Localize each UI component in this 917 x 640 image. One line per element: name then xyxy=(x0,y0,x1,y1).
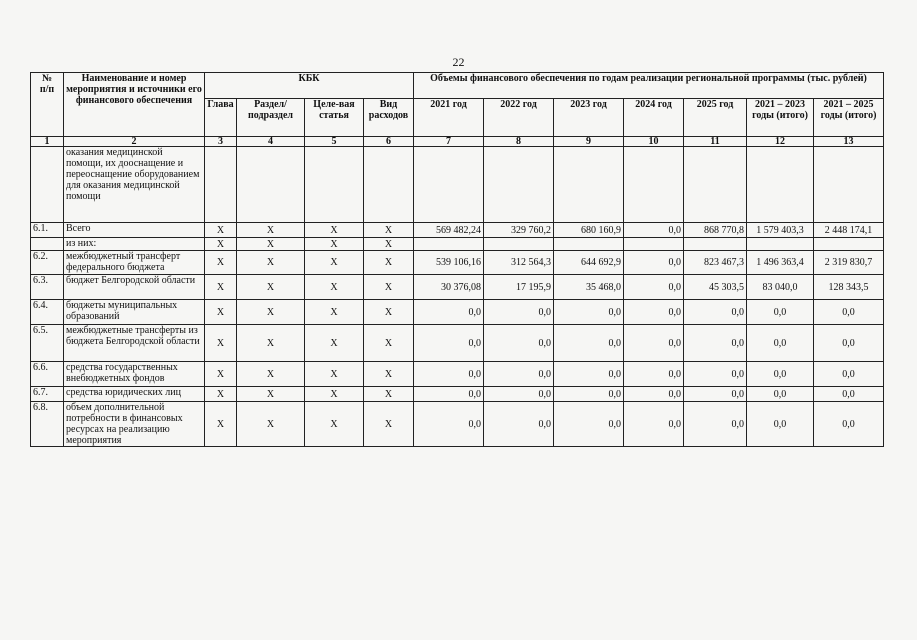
amount-cell: 0,0 xyxy=(814,402,884,447)
amount-cell: 539 106,16 xyxy=(414,251,484,275)
kbk-mark: X xyxy=(205,387,237,402)
amount-cell: 0,0 xyxy=(624,223,684,238)
kbk-mark: X xyxy=(237,402,305,447)
kbk-mark: X xyxy=(205,238,237,251)
kbk-mark: X xyxy=(364,387,414,402)
amount-cell: 83 040,0 xyxy=(747,275,814,300)
kbk-mark: X xyxy=(364,238,414,251)
amount-cell: 45 303,5 xyxy=(684,275,747,300)
amount-cell: 0,0 xyxy=(554,387,624,402)
column-number: 11 xyxy=(684,137,747,147)
table-row xyxy=(31,362,884,387)
amount-cell: 0,0 xyxy=(684,402,747,447)
amount-cell: 0,0 xyxy=(554,325,624,362)
kbk-mark: X xyxy=(237,387,305,402)
row-source-name: объем дополнительной потребности в финансовых ресурсах на реализацию мероприятия xyxy=(64,402,205,447)
kbk-mark: X xyxy=(364,275,414,300)
kbk-mark: X xyxy=(305,325,364,362)
row-index: 6.7. xyxy=(31,387,64,402)
amount-cell: 0,0 xyxy=(814,325,884,362)
amount-cell: 569 482,24 xyxy=(414,223,484,238)
amount-cell: 30 376,08 xyxy=(414,275,484,300)
row-source-name: межбюджетный трансферт федерального бюджета xyxy=(64,251,205,275)
empty-cell xyxy=(364,147,414,223)
amount-cell xyxy=(814,238,884,251)
amount-cell: 0,0 xyxy=(684,362,747,387)
amount-cell xyxy=(684,238,747,251)
amount-cell: 0,0 xyxy=(414,402,484,447)
table-row xyxy=(31,387,884,402)
column-number: 2 xyxy=(64,137,205,147)
amount-cell: 1 496 363,4 xyxy=(747,251,814,275)
amount-cell: 0,0 xyxy=(624,251,684,275)
amount-cell: 0,0 xyxy=(814,300,884,325)
amount-cell: 0,0 xyxy=(747,362,814,387)
kbk-mark: X xyxy=(237,300,305,325)
amount-cell: 0,0 xyxy=(684,387,747,402)
header-glava: Глава xyxy=(205,99,237,137)
amount-cell: 17 195,9 xyxy=(484,275,554,300)
header-2022: 2022 год xyxy=(484,99,554,137)
header-name: Наименование и номер мероприятия и источники его финансового обеспечения xyxy=(64,73,205,137)
kbk-mark: X xyxy=(305,362,364,387)
amount-cell: 680 160,9 xyxy=(554,223,624,238)
row-source-name: из них: xyxy=(64,238,205,251)
row-source-name: межбюджетные трансферты из бюджета Белгородской области xyxy=(64,325,205,362)
header-kbk: КБК xyxy=(205,73,414,99)
column-number: 6 xyxy=(364,137,414,147)
amount-cell: 0,0 xyxy=(554,300,624,325)
header-2025: 2025 год xyxy=(684,99,747,137)
empty-cell xyxy=(205,147,237,223)
row-index: 6.8. xyxy=(31,402,64,447)
amount-cell: 823 467,3 xyxy=(684,251,747,275)
header-row-top xyxy=(31,73,884,99)
header-total-2021-2023: 2021 – 2023 годы (итого) xyxy=(747,99,814,137)
amount-cell: 0,0 xyxy=(747,300,814,325)
column-number: 3 xyxy=(205,137,237,147)
column-number: 10 xyxy=(624,137,684,147)
table-row xyxy=(31,402,884,447)
header-vid: Вид расходов xyxy=(364,99,414,137)
amount-cell: 0,0 xyxy=(747,325,814,362)
continuation-row xyxy=(31,147,884,223)
kbk-mark: X xyxy=(364,402,414,447)
row-index: 6.5. xyxy=(31,325,64,362)
amount-cell: 0,0 xyxy=(814,362,884,387)
page-number: 22 xyxy=(452,55,465,69)
amount-cell: 0,0 xyxy=(484,325,554,362)
amount-cell: 0,0 xyxy=(414,300,484,325)
column-number: 4 xyxy=(237,137,305,147)
row-source-name: средства государственных внебюджетных фондов xyxy=(64,362,205,387)
table-row xyxy=(31,223,884,238)
amount-cell: 0,0 xyxy=(624,275,684,300)
kbk-mark: X xyxy=(237,223,305,238)
column-number: 7 xyxy=(414,137,484,147)
kbk-mark: X xyxy=(237,325,305,362)
amount-cell: 644 692,9 xyxy=(554,251,624,275)
kbk-mark: X xyxy=(205,300,237,325)
amount-cell xyxy=(554,238,624,251)
empty-cell xyxy=(814,147,884,223)
amount-cell xyxy=(747,238,814,251)
amount-cell: 0,0 xyxy=(624,362,684,387)
header-2023: 2023 год xyxy=(554,99,624,137)
kbk-mark: X xyxy=(305,251,364,275)
amount-cell: 0,0 xyxy=(684,325,747,362)
amount-cell: 0,0 xyxy=(624,325,684,362)
financing-table xyxy=(30,72,884,447)
column-number: 5 xyxy=(305,137,364,147)
amount-cell: 0,0 xyxy=(414,362,484,387)
amount-cell: 0,0 xyxy=(624,300,684,325)
empty-cell xyxy=(624,147,684,223)
amount-cell: 868 770,8 xyxy=(684,223,747,238)
kbk-mark: X xyxy=(364,362,414,387)
amount-cell: 312 564,3 xyxy=(484,251,554,275)
amount-cell: 0,0 xyxy=(554,402,624,447)
amount-cell xyxy=(414,238,484,251)
amount-cell: 1 579 403,3 xyxy=(747,223,814,238)
amount-cell: 128 343,5 xyxy=(814,275,884,300)
amount-cell: 0,0 xyxy=(684,300,747,325)
header-statia: Целе-вая статья xyxy=(305,99,364,137)
kbk-mark: X xyxy=(205,275,237,300)
amount-cell xyxy=(484,238,554,251)
continuation-text: оказания медицинской помощи, их дооснащение и переоснащение оборудованием для оказания медицинской помощи xyxy=(64,147,205,223)
kbk-mark: X xyxy=(305,275,364,300)
column-number: 8 xyxy=(484,137,554,147)
column-number: 13 xyxy=(814,137,884,147)
kbk-mark: X xyxy=(364,223,414,238)
header-2021: 2021 год xyxy=(414,99,484,137)
header-total-2021-2025: 2021 – 2025 годы (итого) xyxy=(814,99,884,137)
amount-cell: 329 760,2 xyxy=(484,223,554,238)
empty-cell xyxy=(484,147,554,223)
amount-cell: 0,0 xyxy=(484,300,554,325)
kbk-mark: X xyxy=(205,402,237,447)
row-index: 6.3. xyxy=(31,275,64,300)
empty-cell xyxy=(414,147,484,223)
amount-cell xyxy=(624,238,684,251)
column-number: 12 xyxy=(747,137,814,147)
column-number: 9 xyxy=(554,137,624,147)
amount-cell: 0,0 xyxy=(554,362,624,387)
table-row xyxy=(31,275,884,300)
table-row xyxy=(31,325,884,362)
header-num: № п/п xyxy=(31,73,64,137)
row-index: 6.2. xyxy=(31,251,64,275)
empty-cell xyxy=(747,147,814,223)
kbk-mark: X xyxy=(205,362,237,387)
amount-cell: 0,0 xyxy=(484,387,554,402)
empty-cell xyxy=(554,147,624,223)
table-row xyxy=(31,300,884,325)
row-index: 6.6. xyxy=(31,362,64,387)
kbk-mark: X xyxy=(364,251,414,275)
table-row xyxy=(31,251,884,275)
kbk-mark: X xyxy=(364,300,414,325)
kbk-mark: X xyxy=(237,238,305,251)
kbk-mark: X xyxy=(205,251,237,275)
amount-cell: 0,0 xyxy=(624,402,684,447)
empty-cell xyxy=(305,147,364,223)
amount-cell: 0,0 xyxy=(414,387,484,402)
continuation-idx-cell xyxy=(31,147,64,223)
amount-cell: 0,0 xyxy=(814,387,884,402)
amount-cell: 35 468,0 xyxy=(554,275,624,300)
row-source-name: бюджет Белгородской области xyxy=(64,275,205,300)
row-source-name: Всего xyxy=(64,223,205,238)
empty-cell xyxy=(237,147,305,223)
kbk-mark: X xyxy=(305,238,364,251)
data-rows xyxy=(31,223,884,447)
amount-cell: 2 448 174,1 xyxy=(814,223,884,238)
amount-cell: 0,0 xyxy=(414,325,484,362)
kbk-mark: X xyxy=(364,325,414,362)
table-row xyxy=(31,238,884,251)
amount-cell: 0,0 xyxy=(484,362,554,387)
header-volumes: Объемы финансового обеспечения по годам реализации региональной программы (тыс. рублей) xyxy=(414,73,884,99)
column-number: 1 xyxy=(31,137,64,147)
kbk-mark: X xyxy=(305,402,364,447)
amount-cell: 0,0 xyxy=(747,387,814,402)
amount-cell: 0,0 xyxy=(747,402,814,447)
kbk-mark: X xyxy=(205,223,237,238)
kbk-mark: X xyxy=(305,223,364,238)
kbk-mark: X xyxy=(237,275,305,300)
amount-cell: 0,0 xyxy=(624,387,684,402)
kbk-mark: X xyxy=(305,300,364,325)
amount-cell: 0,0 xyxy=(484,402,554,447)
amount-cell: 2 319 830,7 xyxy=(814,251,884,275)
kbk-mark: X xyxy=(305,387,364,402)
kbk-mark: X xyxy=(237,362,305,387)
row-source-name: бюджеты муниципальных образований xyxy=(64,300,205,325)
header-2024: 2024 год xyxy=(624,99,684,137)
empty-cell xyxy=(684,147,747,223)
row-index: 6.4. xyxy=(31,300,64,325)
header-razdel: Раздел/ подраздел xyxy=(237,99,305,137)
column-numbers-row xyxy=(31,137,884,147)
kbk-mark: X xyxy=(205,325,237,362)
row-source-name: средства юридических лиц xyxy=(64,387,205,402)
row-index xyxy=(31,238,64,251)
kbk-mark: X xyxy=(237,251,305,275)
row-index: 6.1. xyxy=(31,223,64,238)
